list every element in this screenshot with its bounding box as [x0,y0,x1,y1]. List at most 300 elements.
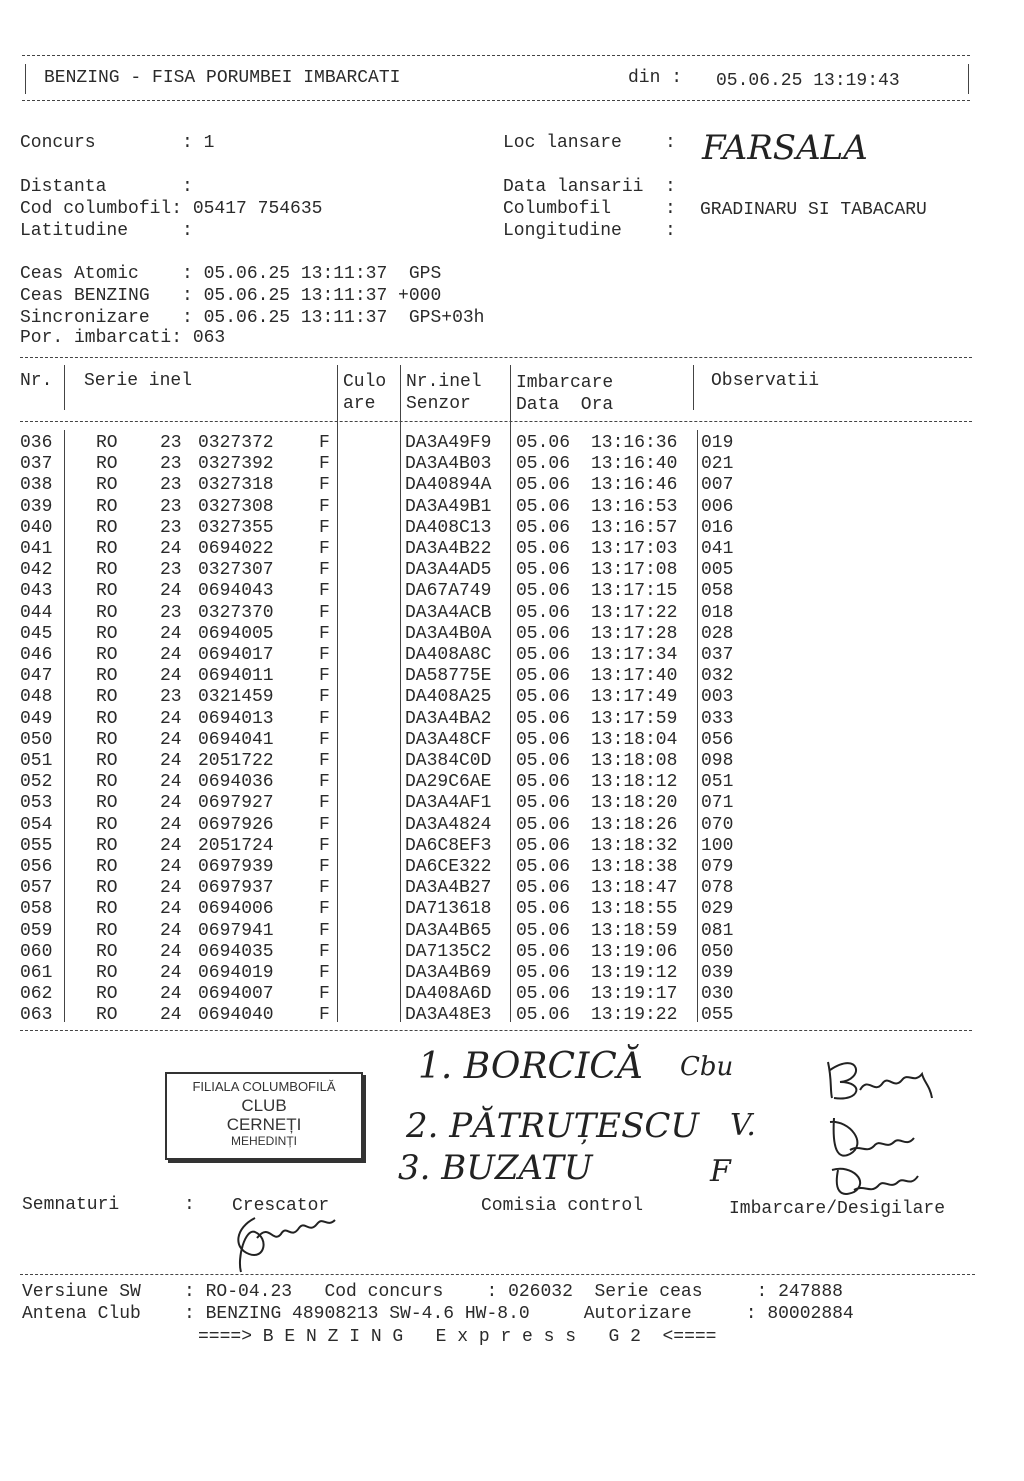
stamp-line-2: CLUB [241,1096,287,1115]
handwritten-member-2: 2. PĂTRUȚESCU [406,1106,700,1146]
row-observatii: 032 [701,666,734,687]
table-row [0,984,1024,1005]
row-nr: 043 [20,581,53,602]
row-year: 23 [160,454,182,475]
handwritten-initial-3: F [710,1154,731,1189]
commission-signatures [820,1040,980,1200]
row-country: RO [96,751,118,771]
row-sensor-id: DA3A4BA2 [405,708,492,729]
table-row [0,899,1024,920]
row-ring-number: 0697939 [198,857,274,877]
club-stamp [165,1072,363,1160]
row-date: 05.06 [516,835,571,856]
row-country: RO [96,793,118,814]
row-sensor-id: DA7135C2 [405,941,492,962]
ceas-atomic-field: Ceas Atomic : 05.06.25 13:11:37 GPS [20,264,442,284]
row-year: 24 [160,666,182,687]
row-country: RO [96,666,118,687]
row-sensor-id: DA408A6D [405,984,492,1005]
row-nr: 048 [20,687,53,708]
columbofil-value: GRADINARU SI TABACARU [700,200,927,220]
row-sensor-id: DA58775E [405,666,492,687]
row-ring-number: 2051724 [198,835,274,856]
row-observatii: 018 [701,602,734,623]
table-row [0,560,1024,581]
row-year: 24 [160,835,182,856]
row-sex: F [319,433,330,453]
row-observatii: 070 [701,814,734,835]
row-year: 24 [160,793,182,814]
row-country: RO [96,941,118,962]
row-sensor-id: DA3A48CF [405,729,492,750]
stamp-line-3: CERNEȚI [226,1115,302,1134]
row-date: 05.06 [516,984,571,1005]
row-time: 13:17:59 [591,708,678,729]
row-ring-number: 0697937 [198,878,274,899]
row-nr: 054 [20,814,53,835]
row-sex: F [319,645,330,665]
table-row [0,603,1024,624]
row-observatii: 056 [701,729,734,750]
row-sex: F [319,496,330,517]
row-sex: F [319,878,330,899]
row-nr: 039 [20,496,53,517]
row-sensor-id: DA40894A [405,475,492,496]
ceas-benzing-field: Ceas BENZING : 05.06.25 13:11:37 +000 [20,286,442,306]
row-sensor-id: DA3A4ACB [405,602,492,623]
row-sensor-id: DA3A4B0A [405,623,492,644]
row-year: 24 [160,623,182,644]
row-nr: 040 [20,517,53,538]
row-time: 13:18:59 [591,920,678,941]
row-date: 05.06 [516,857,571,877]
row-nr: 038 [20,475,53,496]
row-country: RO [96,623,118,644]
row-country: RO [96,963,118,983]
header-date-label: din : [628,68,683,88]
row-sensor-id: DA3A4B65 [405,920,492,941]
table-row [0,942,1024,963]
row-sex: F [319,941,330,962]
row-sex: F [319,772,330,793]
row-sensor-id: DA3A4B22 [405,539,492,559]
row-observatii: 019 [701,433,734,453]
loc-lansare-handwritten: FARSALA [702,128,868,168]
row-observatii: 003 [701,687,734,708]
row-time: 13:17:28 [591,623,678,644]
row-date: 05.06 [516,666,571,687]
row-time: 13:17:34 [591,645,678,665]
row-ring-number: 0694005 [198,623,274,644]
row-date: 05.06 [516,963,571,983]
row-observatii: 050 [701,941,734,962]
row-sex: F [319,602,330,623]
row-ring-number: 0327392 [198,454,274,475]
table-header-top-rule [20,357,972,358]
row-ring-number: 0694007 [198,984,274,1005]
row-time: 13:17:15 [591,581,678,602]
row-year: 23 [160,687,182,708]
row-country: RO [96,454,118,475]
row-time: 13:17:08 [591,560,678,581]
row-date: 05.06 [516,920,571,941]
col-sep [64,365,65,410]
row-observatii: 021 [701,454,734,475]
col-header-nr-inel: Nr.inel [406,372,482,392]
row-nr: 053 [20,793,53,814]
row-observatii: 039 [701,963,734,983]
row-ring-number: 0327318 [198,475,274,496]
row-time: 13:19:12 [591,963,678,983]
col-sep [693,365,694,410]
imbarcare-desigilare-label: Imbarcare/Desigilare [729,1199,946,1219]
row-time: 13:17:22 [591,602,678,623]
col-header-serie-inel: Serie inel [84,371,193,391]
row-year: 24 [160,963,182,983]
row-year: 24 [160,941,182,962]
row-year: 24 [160,920,182,941]
row-sensor-id: DA6C8EF3 [405,835,492,856]
stamp-line-1: FILIALA COLUMBOFILĂ [192,1079,336,1094]
comisia-control-label: Comisia control [481,1196,644,1216]
row-country: RO [96,687,118,708]
row-date: 05.06 [516,645,571,665]
row-sex: F [319,454,330,475]
row-sex: F [319,751,330,771]
row-nr: 045 [20,623,53,644]
row-time: 13:17:49 [591,687,678,708]
row-sensor-id: DA3A4B03 [405,454,492,475]
col-header-observatii: Observatii [711,371,820,391]
row-time: 13:16:36 [591,433,678,453]
document-title: BENZING - FISA PORUMBEI IMBARCATI [44,68,401,88]
crescator-label: Crescator [232,1196,330,1216]
table-header-bottom-rule [20,421,972,422]
row-observatii: 006 [701,496,734,517]
row-country: RO [96,772,118,793]
row-country: RO [96,1005,118,1026]
row-year: 24 [160,645,182,665]
row-year: 23 [160,475,182,496]
row-nr: 050 [20,729,53,750]
concurs-field: Concurs : 1 [20,133,215,153]
row-sex: F [319,920,330,941]
row-year: 23 [160,602,182,623]
row-sensor-id: DA67A749 [405,581,492,602]
row-observatii: 058 [701,581,734,602]
table-row [0,772,1024,793]
row-ring-number: 0321459 [198,687,274,708]
row-ring-number: 0327308 [198,496,274,517]
header-left-bar [25,64,26,94]
table-row [0,963,1024,984]
row-nr: 052 [20,772,53,793]
row-time: 13:18:47 [591,878,678,899]
table-row [0,793,1024,814]
table-row [0,836,1024,857]
row-sex: F [319,793,330,814]
row-observatii: 098 [701,751,734,771]
row-nr: 059 [20,920,53,941]
row-observatii: 071 [701,793,734,814]
row-time: 13:17:40 [591,666,678,687]
row-time: 13:18:26 [591,814,678,835]
row-ring-number: 0694019 [198,963,274,983]
row-observatii: 007 [701,475,734,496]
row-nr: 036 [20,433,53,453]
row-date: 05.06 [516,475,571,496]
row-sex: F [319,729,330,750]
row-sensor-id: DA3A4B27 [405,878,492,899]
loc-lansare-label: Loc lansare : [503,133,676,153]
row-year: 23 [160,496,182,517]
handwritten-initials-1: Cbu [680,1052,734,1082]
row-ring-number: 0697927 [198,793,274,814]
row-sex: F [319,1005,330,1026]
table-row [0,539,1024,560]
semnaturi-label: Semnaturi : [22,1195,195,1215]
row-country: RO [96,581,118,602]
row-year: 23 [160,517,182,538]
row-observatii: 051 [701,772,734,793]
table-row [0,454,1024,475]
row-ring-number: 0327307 [198,560,274,581]
table-row [0,878,1024,899]
table-row [0,624,1024,645]
row-ring-number: 0327372 [198,433,274,453]
row-time: 13:16:40 [591,454,678,475]
row-country: RO [96,878,118,899]
row-time: 13:18:08 [591,751,678,771]
row-country: RO [96,708,118,729]
row-ring-number: 0694035 [198,941,274,962]
row-time: 13:17:03 [591,539,678,559]
distanta-field: Distanta : [20,177,193,197]
row-nr: 042 [20,560,53,581]
row-sensor-id: DA3A49B1 [405,496,492,517]
row-ring-number: 0694011 [198,666,274,687]
row-sex: F [319,857,330,877]
row-nr: 037 [20,454,53,475]
row-date: 05.06 [516,878,571,899]
row-country: RO [96,539,118,559]
row-country: RO [96,857,118,877]
row-nr: 051 [20,751,53,771]
row-date: 05.06 [516,1005,571,1026]
row-sensor-id: DA6CE322 [405,857,492,877]
row-date: 05.06 [516,602,571,623]
row-time: 13:19:17 [591,984,678,1005]
row-country: RO [96,517,118,538]
col-header-culoare-2: are [343,394,376,414]
handwritten-member-3: 3. BUZATU [398,1148,593,1188]
table-row [0,857,1024,878]
row-year: 24 [160,814,182,835]
col-header-senzor: Senzor [406,394,471,414]
col-header-imbarcare: Imbarcare [516,373,614,393]
row-date: 05.06 [516,793,571,814]
row-country: RO [96,729,118,750]
col-header-culoare-1: Culo [343,372,387,392]
row-sensor-id: DA408A8C [405,645,492,665]
row-time: 13:18:55 [591,899,678,920]
row-country: RO [96,475,118,496]
row-sensor-id: DA3A4B69 [405,963,492,983]
table-row [0,518,1024,539]
row-nr: 047 [20,666,53,687]
row-sex: F [319,666,330,687]
row-country: RO [96,433,118,453]
row-year: 24 [160,1005,182,1026]
row-sensor-id: DA29C6AE [405,772,492,793]
row-ring-number: 2051722 [198,751,274,771]
table-row [0,687,1024,708]
row-ring-number: 0694006 [198,899,274,920]
row-sex: F [319,963,330,983]
row-country: RO [96,920,118,941]
row-time: 13:18:04 [591,729,678,750]
data-lansarii-field: Data lansarii : [503,177,676,197]
row-nr: 058 [20,899,53,920]
row-country: RO [96,814,118,835]
row-observatii: 079 [701,857,734,877]
row-ring-number: 0694043 [198,581,274,602]
row-date: 05.06 [516,772,571,793]
header-right-bar [968,64,969,94]
row-nr: 055 [20,835,53,856]
row-country: RO [96,496,118,517]
row-year: 24 [160,899,182,920]
row-time: 13:18:12 [591,772,678,793]
row-time: 13:16:46 [591,475,678,496]
row-nr: 049 [20,708,53,729]
row-country: RO [96,602,118,623]
row-year: 24 [160,772,182,793]
row-time: 13:19:06 [591,941,678,962]
row-year: 24 [160,581,182,602]
row-nr: 061 [20,963,53,983]
row-date: 05.06 [516,517,571,538]
row-observatii: 016 [701,517,734,538]
row-country: RO [96,560,118,581]
row-sensor-id: DA408A25 [405,687,492,708]
row-observatii: 081 [701,920,734,941]
cod-columbofil-field: Cod columbofil: 05417 754635 [20,199,323,219]
row-ring-number: 0697926 [198,814,274,835]
longitudine-field: Longitudine : [503,221,676,241]
row-date: 05.06 [516,708,571,729]
row-date: 05.06 [516,941,571,962]
row-ring-number: 0327370 [198,602,274,623]
row-date: 05.06 [516,729,571,750]
footer-rule [20,1274,975,1275]
row-ring-number: 0694013 [198,708,274,729]
row-year: 24 [160,751,182,771]
table-row [0,709,1024,730]
row-year: 24 [160,984,182,1005]
row-date: 05.06 [516,751,571,771]
row-nr: 046 [20,645,53,665]
row-nr: 056 [20,857,53,877]
table-row [0,815,1024,836]
row-ring-number: 0694040 [198,1005,274,1026]
sincronizare-field: Sincronizare : 05.06.25 13:11:37 GPS+03h [20,308,485,328]
row-sensor-id: DA3A4AD5 [405,560,492,581]
row-nr: 044 [20,602,53,623]
table-row [0,497,1024,518]
table-row [0,581,1024,602]
header-top-rule [22,55,970,56]
row-nr: 063 [20,1005,53,1026]
row-observatii: 030 [701,984,734,1005]
row-nr: 041 [20,539,53,559]
row-country: RO [96,899,118,920]
row-ring-number: 0694017 [198,645,274,665]
row-sensor-id: DA3A49F9 [405,433,492,453]
table-bottom-rule [20,1030,972,1031]
row-ring-number: 0327355 [198,517,274,538]
header-bottom-rule [22,100,970,101]
row-year: 23 [160,433,182,453]
row-sex: F [319,517,330,538]
row-observatii: 033 [701,708,734,729]
row-sex: F [319,899,330,920]
row-sex: F [319,687,330,708]
row-observatii: 028 [701,623,734,644]
row-time: 13:18:38 [591,857,678,877]
row-ring-number: 0694022 [198,539,274,559]
row-time: 13:16:53 [591,496,678,517]
row-year: 24 [160,878,182,899]
row-sensor-id: DA3A48E3 [405,1005,492,1026]
table-row [0,730,1024,751]
row-sex: F [319,475,330,496]
handwritten-initial-2: V. [730,1108,756,1143]
row-date: 05.06 [516,454,571,475]
row-time: 13:18:20 [591,793,678,814]
porumbei-imbarcati-field: Por. imbarcati: 063 [20,328,226,348]
row-sensor-id: DA3A4824 [405,814,492,835]
row-nr: 060 [20,941,53,962]
row-sex: F [319,560,330,581]
col-header-nr: Nr. [20,371,53,391]
row-observatii: 029 [701,899,734,920]
row-date: 05.06 [516,581,571,602]
row-sensor-id: DA713618 [405,899,492,920]
columbofil-label: Columbofil : [503,199,676,219]
row-date: 05.06 [516,433,571,453]
row-observatii: 100 [701,835,734,856]
row-date: 05.06 [516,623,571,644]
row-year: 24 [160,857,182,877]
row-observatii: 037 [701,645,734,665]
table-row [0,751,1024,772]
row-sex: F [319,581,330,602]
row-year: 24 [160,729,182,750]
row-ring-number: 0694036 [198,772,274,793]
handwritten-member-1: 1. BORCICĂ [418,1046,643,1087]
row-date: 05.06 [516,814,571,835]
row-ring-number: 0694041 [198,729,274,750]
row-date: 05.06 [516,899,571,920]
row-sex: F [319,835,330,856]
row-sex: F [319,708,330,729]
row-sex: F [319,814,330,835]
row-sex: F [319,623,330,644]
col-header-data-ora: Data Ora [516,395,614,415]
row-sensor-id: DA408C13 [405,517,492,538]
benzing-express-line: ====> B E N Z I N G E x p r e s s G 2 <==== [198,1327,717,1347]
